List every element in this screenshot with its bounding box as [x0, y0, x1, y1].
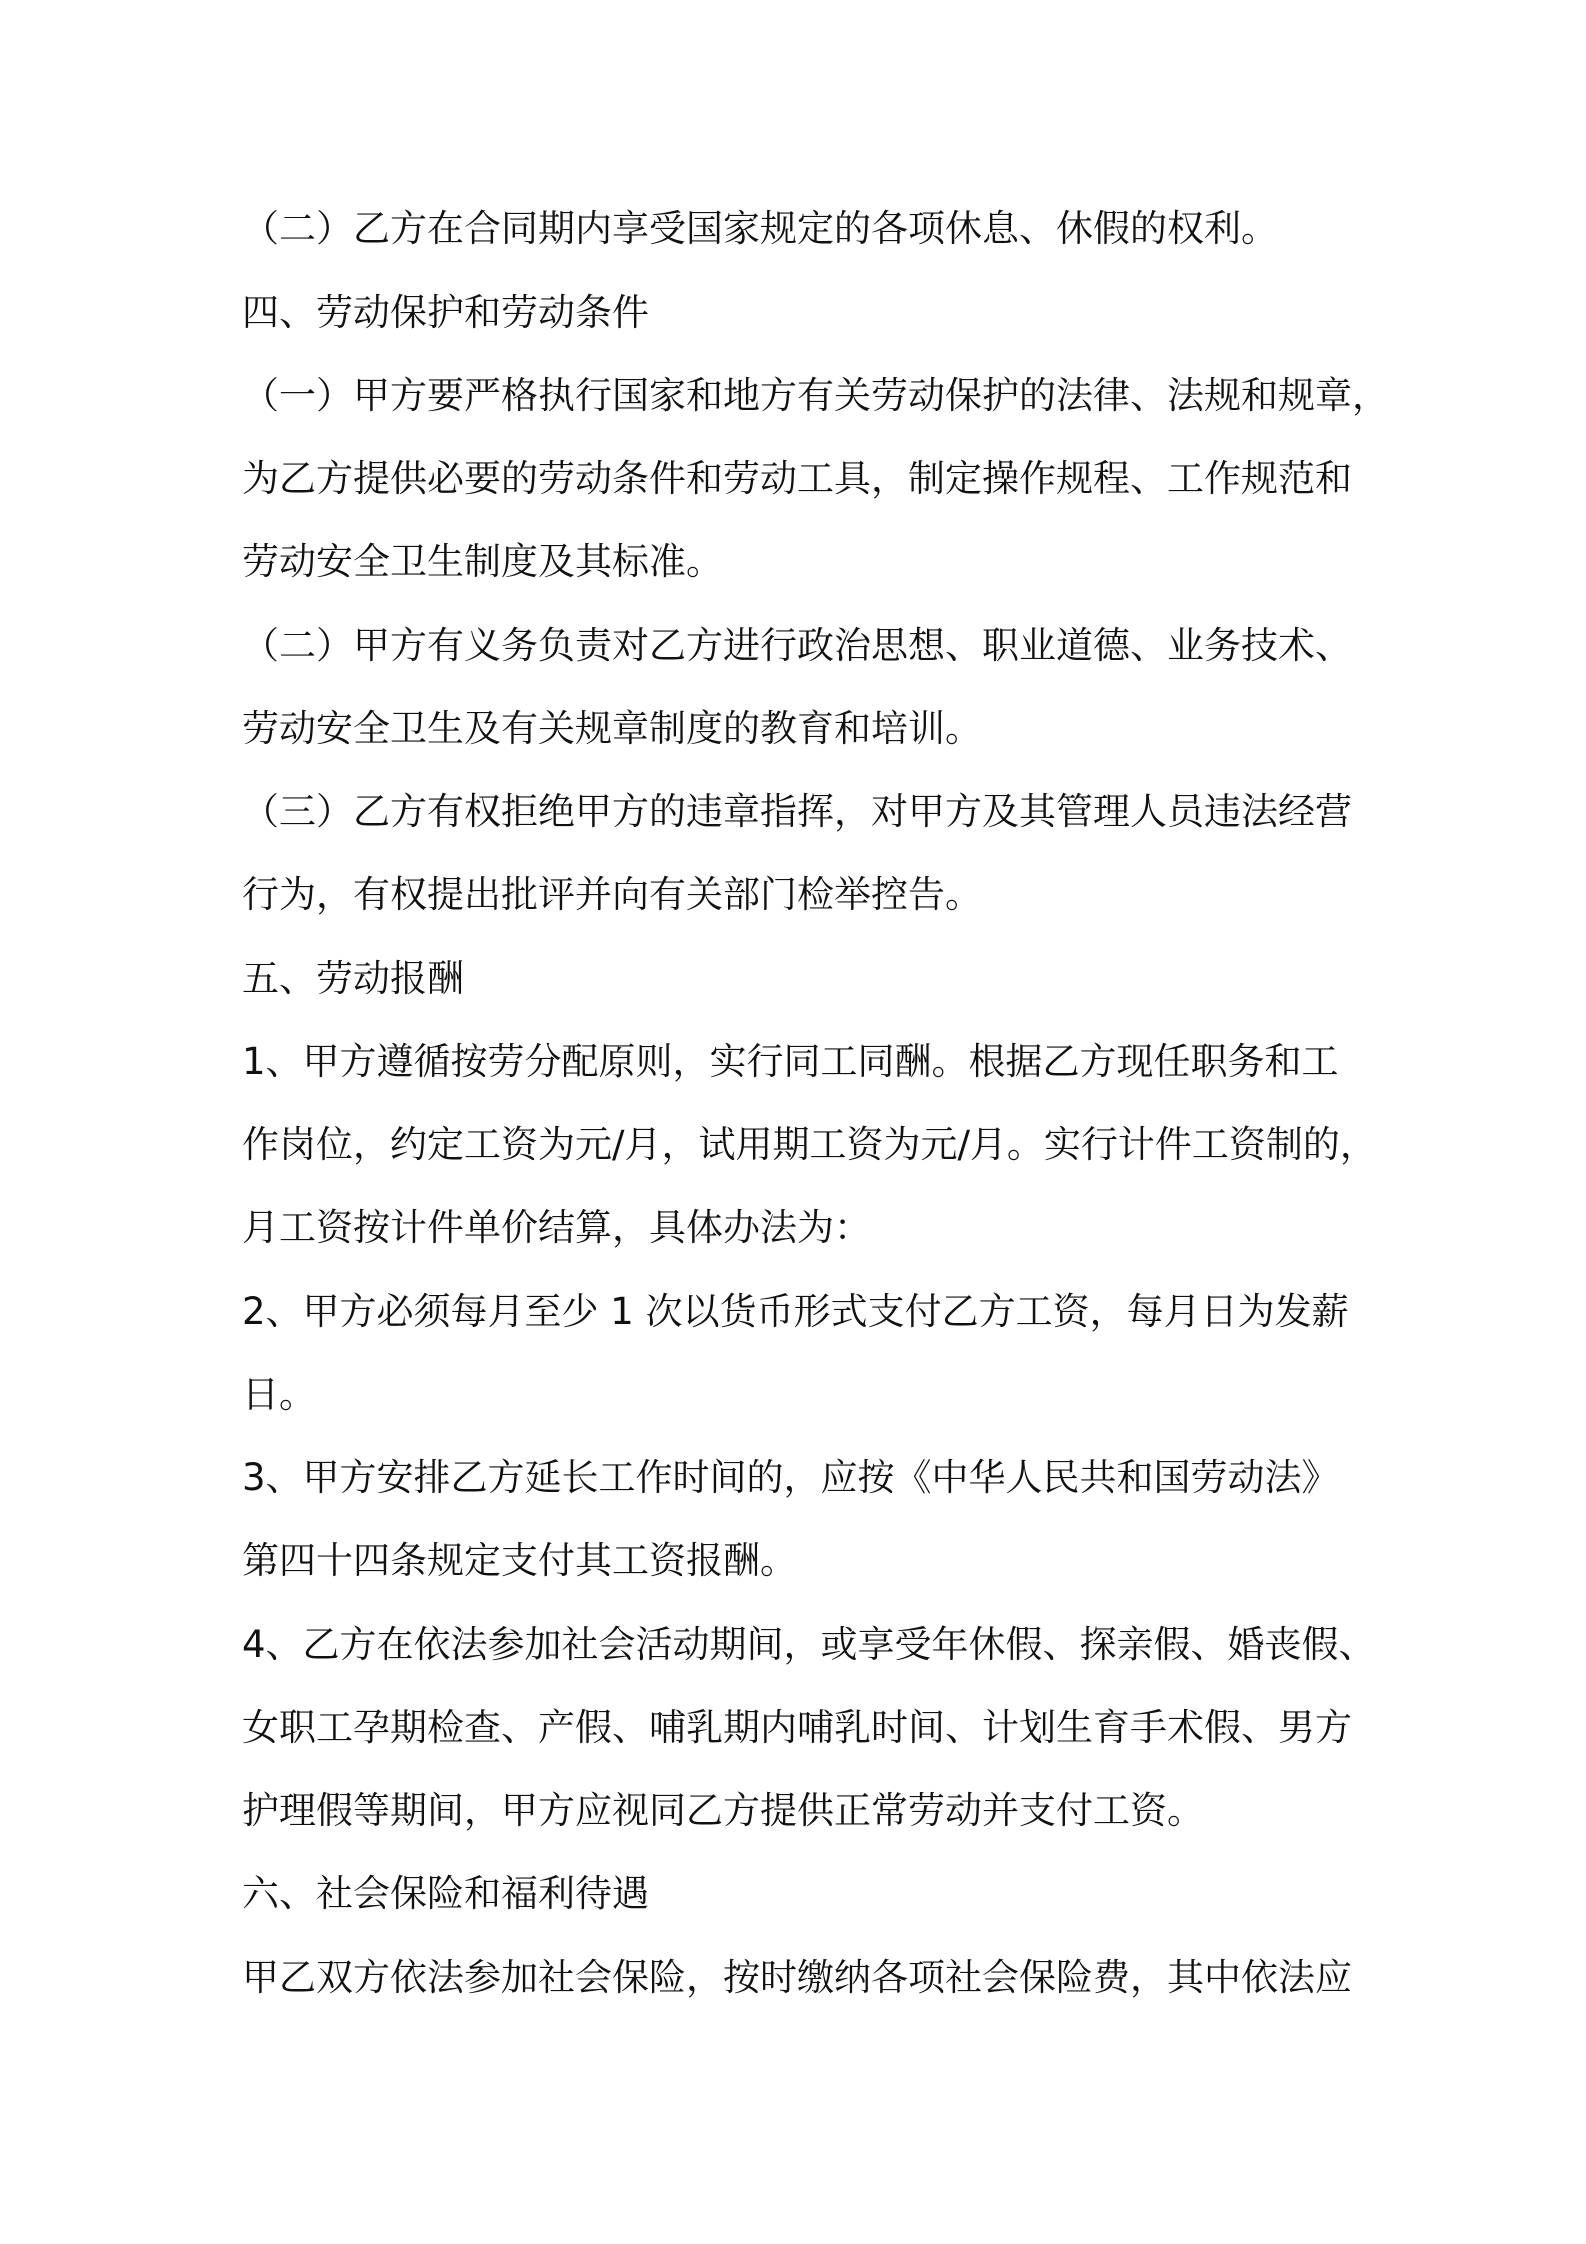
paragraph-line: 护理假等期间，甲方应视同乙方提供正常劳动并支付工资。: [242, 1789, 1204, 1832]
paragraph-line: 行为，有权提出批评并向有关部门检举控告。: [242, 873, 982, 916]
section-heading: 五、劳动报酬: [242, 957, 464, 1000]
paragraph-line: 劳动安全卫生及有关规章制度的教育和培训。: [242, 707, 982, 750]
paragraph-line: 甲乙双方依法参加社会保险，按时缴纳各项社会保险费，其中依法应: [242, 1956, 1352, 1999]
paragraph-line: 劳动安全卫生制度及其标准。: [242, 540, 723, 583]
section-heading: 六、社会保险和福利待遇: [242, 1872, 649, 1915]
paragraph-line: 月工资按计件单价结算，具体办法为：: [242, 1206, 871, 1249]
paragraph-line: （二）乙方在合同期内享受国家规定的各项休息、休假的权利。: [242, 207, 1278, 250]
paragraph-line: 3、甲方安排乙方延长工作时间的，应按《中华人民共和国劳动法》: [242, 1456, 1339, 1499]
paragraph-line: 为乙方提供必要的劳动条件和劳动工具，制定操作规程、工作规范和: [242, 457, 1352, 500]
paragraph-line: 第四十四条规定支付其工资报酬。: [242, 1539, 797, 1582]
paragraph-line: 1、甲方遵循按劳分配原则，实行同工同酬。根据乙方现任职务和工: [242, 1040, 1339, 1083]
paragraph-line: 2、甲方必须每月至少 1 次以货币形式支付乙方工资，每月日为发薪: [242, 1290, 1349, 1333]
paragraph-line: （三）乙方有权拒绝甲方的违章指挥，对甲方及其管理人员违法经营: [242, 790, 1352, 833]
section-heading: 四、劳动保护和劳动条件: [242, 291, 649, 334]
paragraph-line: 女职工孕期检查、产假、哺乳期内哺乳时间、计划生育手术假、男方: [242, 1706, 1352, 1749]
paragraph-line: （一）甲方要严格执行国家和地方有关劳动保护的法律、法规和规章，: [242, 374, 1389, 417]
paragraph-line: 4、乙方在依法参加社会活动期间，或享受年休假、探亲假、婚丧假、: [242, 1623, 1376, 1666]
paragraph-line: （二）甲方有义务负责对乙方进行政治思想、职业道德、业务技术、: [242, 624, 1352, 667]
paragraph-line: 日。: [242, 1373, 316, 1416]
paragraph-line: 作岗位，约定工资为元/月，试用期工资为元/月。实行计件工资制的，: [242, 1123, 1377, 1166]
